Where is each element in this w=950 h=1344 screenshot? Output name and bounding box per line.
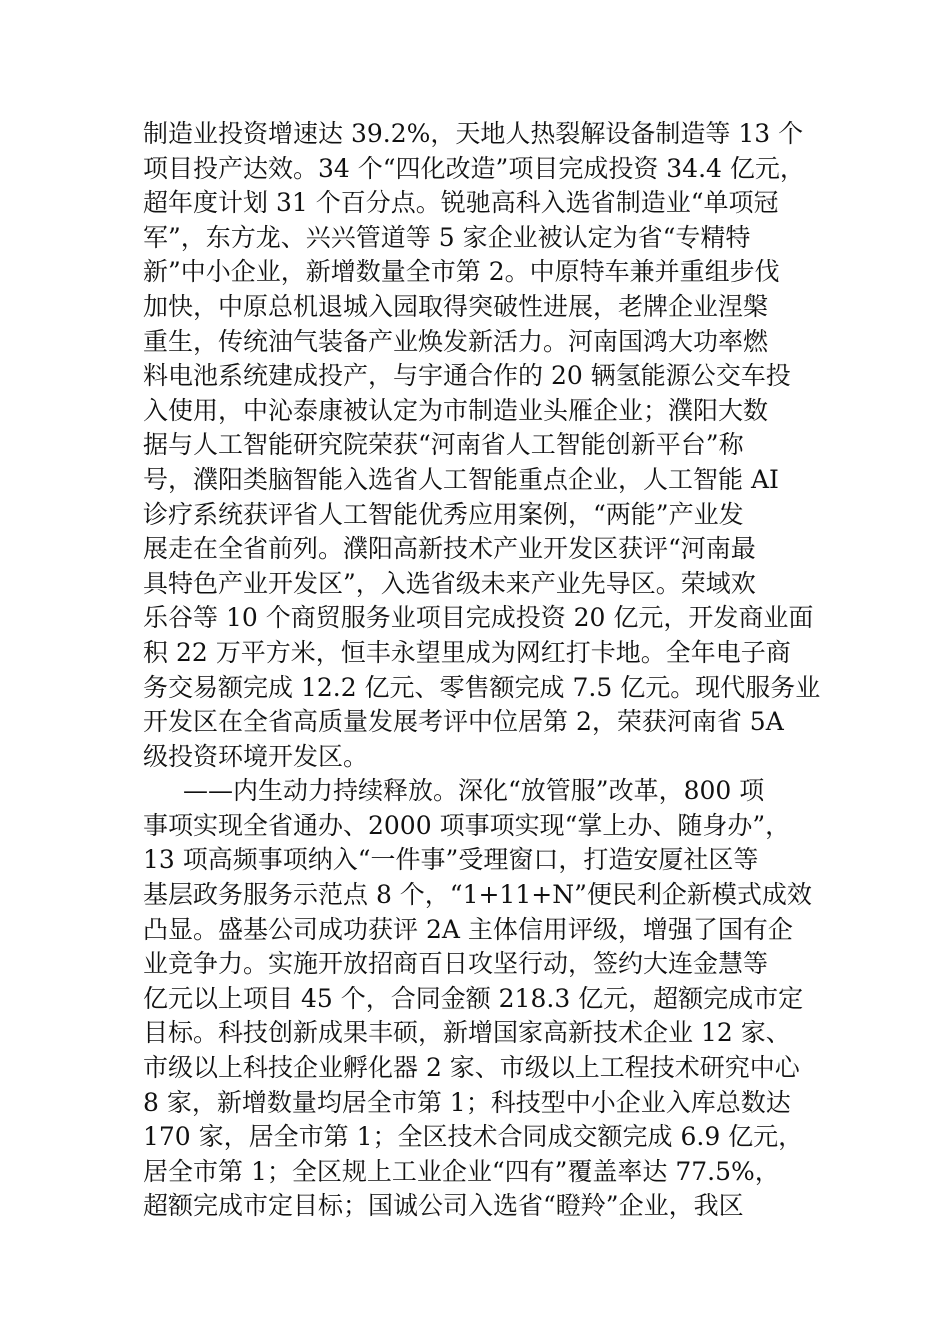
text-line: 加快，中原总机退城入园取得突破性进展，老牌企业涅槃 [143,291,769,321]
text-line: 凸显。盛基公司成功获评 2A 主体信用评级，增强了国有企 [143,914,793,944]
text-line: 开发区在全省高质量发展考评中位居第 2，荣获河南省 5A [143,707,784,737]
text-line: 项目投产达效。34 个“四化改造”项目完成投资 34.4 亿元， [143,153,805,183]
text-line: 制造业投资增速达 39.2%，天地人热裂解设备制造等 13 个 [143,119,804,148]
text-line: 展走在全省前列。濮阳高新技术产业开发区获评“河南最 [143,534,756,564]
text-line: 13 项高频事项纳入“一件事”受理窗口，打造安厦社区等 [143,845,759,875]
text-line: 乐谷等 10 个商贸服务业项目完成投资 20 亿元，开发商业面 [143,603,814,633]
text-line: 超额完成市定目标；国诚公司入选省“瞪羚”企业，我区 [143,1191,744,1221]
text-line: 业竞争力。实施开放招商百日攻坚行动，签约大连金慧等 [143,949,769,979]
text-line: 级投资环境开发区。 [143,741,369,771]
text-line: 入使用，中沁泰康被认定为市制造业头雁企业；濮阳大数 [143,395,769,425]
text-line: 重生，传统油气装备产业焕发新活力。河南国鸿大功率燃 [143,326,769,356]
text-line: 居全市第 1；全区规上工业企业“四有”覆盖率达 77.5%， [143,1156,780,1186]
text-line: 据与人工智能研究院荣获“河南省人工智能创新平台”称 [143,430,744,460]
text-line: 市级以上科技企业孵化器 2 家、市级以上工程技术研究中心 [143,1053,800,1083]
text-line: 基层政务服务示范点 8 个，“1+11+N”便民利企新模式成效 [143,880,812,910]
text-line: 料电池系统建成投产，与宇通合作的 20 辆氢能源公交车投 [143,361,791,391]
text-line: 号，濮阳类脑智能入选省人工智能重点企业，人工智能 AI [143,464,779,494]
text-line: 超年度计划 31 个百分点。锐驰高科入选省制造业“单项冠 [143,188,779,218]
text-line: 积 22 万平方米，恒丰永望里成为网红打卡地。全年电子商 [143,637,791,667]
paragraph-start-line: ——内生动力持续释放。深化“放管服”改革，800 项 [183,776,765,806]
text-line: 170 家，居全市第 1；全区技术合同成交额完成 6.9 亿元， [143,1122,804,1152]
text-line: 亿元以上项目 45 个，合同金额 218.3 亿元，超额完成市定 [143,983,804,1013]
text-line: 事项实现全省通办、2000 项事项实现“掌上办、随身办”， [143,810,791,840]
text-line: 军”，东方龙、兴兴管道等 5 家企业被认定为省“专精特 [143,222,751,252]
text-line: 务交易额完成 12.2 亿元、零售额完成 7.5 亿元。现代服务业 [143,672,821,702]
body-text [143,117,823,1224]
text-line: 目标。科技创新成果丰硕，新增国家高新技术企业 12 家、 [143,1018,791,1048]
text-line: 具特色产业开发区”，入选省级未来产业先导区。荣域欢 [143,568,756,598]
text-line: 8 家，新增数量均居全市第 1；科技型中小企业入库总数达 [143,1087,791,1117]
text-line: 诊疗系统获评省人工智能优秀应用案例，“两能”产业发 [143,499,744,529]
text-line: 新”中小企业，新增数量全市第 2。中原特车兼并重组步伐 [143,257,780,287]
